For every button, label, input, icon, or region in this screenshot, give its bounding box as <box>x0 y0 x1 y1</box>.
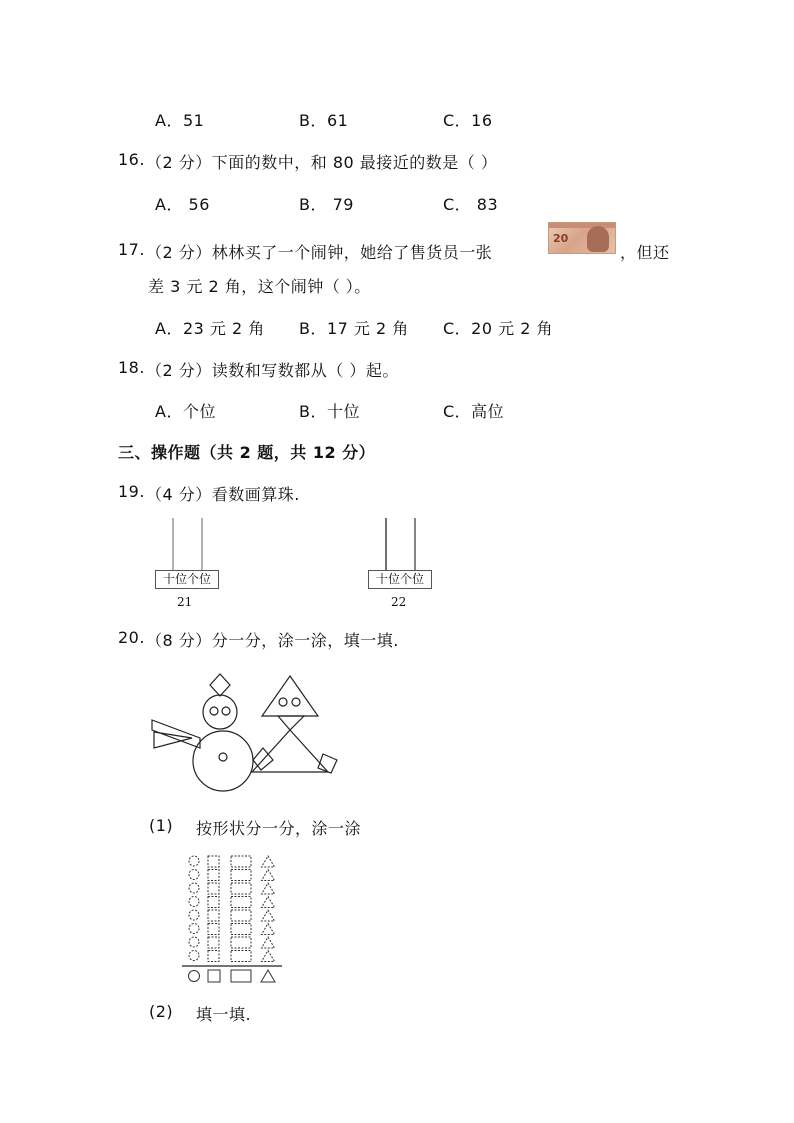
empty-circle-cell <box>189 951 199 961</box>
empty-triangle-cell <box>262 856 275 867</box>
banknote-strip <box>549 223 615 228</box>
q20-part2-text: 填一填. <box>196 1005 252 1024</box>
q17-option-b[interactable]: B．17 元 2 角 <box>299 319 409 338</box>
q18-option-b[interactable]: B．十位 <box>299 402 360 421</box>
abacus-1-number: 21 <box>177 595 193 609</box>
q20-number: 20. <box>118 628 145 647</box>
empty-square-cell <box>208 856 219 867</box>
q16-option-b[interactable]: B． 79 <box>299 195 354 214</box>
abacus-2-number: 22 <box>391 595 407 609</box>
q18-text: （2 分）读数和写数都从（ ）起。 <box>146 361 399 380</box>
q18-number: 18. <box>118 358 145 377</box>
empty-square-cell <box>208 937 219 948</box>
q19-number: 19. <box>118 482 145 501</box>
section-title: 三、操作题（共 2 题，共 12 分） <box>118 443 376 462</box>
abacus-1-icon <box>155 518 225 572</box>
q16-option-c[interactable]: C． 83 <box>443 195 499 214</box>
q19-text: （4 分）看数画算珠. <box>146 485 300 504</box>
q16-text: （2 分）下面的数中，和 80 最接近的数是（ ） <box>146 153 498 172</box>
q17-number: 17. <box>118 240 145 259</box>
q15-option-b[interactable]: B．61 <box>299 111 349 130</box>
empty-circle-cell <box>189 937 199 947</box>
q17-text-before: （2 分）林林买了一个闹钟，她给了售货员一张 <box>146 243 493 262</box>
q16-number: 16. <box>118 150 145 169</box>
empty-circle-cell <box>189 910 199 920</box>
empty-triangle-cell <box>262 897 275 908</box>
q17-option-c[interactable]: C．20 元 2 角 <box>443 319 553 338</box>
q15-option-a[interactable]: A．51 <box>155 111 205 130</box>
empty-triangle-cell <box>262 870 275 881</box>
abacus-2-label: 十位个位 <box>368 570 432 589</box>
empty-rectangle-cell <box>231 856 251 867</box>
empty-rectangle-cell <box>231 924 251 935</box>
q20-text: （8 分）分一分，涂一涂，填一填. <box>146 631 399 650</box>
empty-circle-cell <box>189 870 199 880</box>
q17-option-a[interactable]: A．23 元 2 角 <box>155 319 265 338</box>
empty-rectangle-cell <box>231 897 251 908</box>
empty-triangle-cell <box>262 883 275 894</box>
shape-count-chart-icon <box>180 852 290 987</box>
q17-line2: 差 3 元 2 角，这个闹钟（ ）。 <box>148 277 371 296</box>
q16-option-a[interactable]: A． 56 <box>155 195 210 214</box>
empty-triangle-cell <box>262 937 275 948</box>
abacus-2-icon <box>368 518 438 572</box>
empty-circle-cell <box>189 924 199 934</box>
empty-square-cell <box>208 897 219 908</box>
empty-square-cell <box>208 951 219 962</box>
empty-rectangle-cell <box>231 870 251 881</box>
empty-circle-cell <box>189 897 199 907</box>
empty-rectangle-cell <box>231 951 251 962</box>
empty-triangle-cell <box>262 924 275 935</box>
q20-part1-text: 按形状分一分，涂一涂 <box>196 819 362 838</box>
empty-triangle-cell <box>262 910 275 921</box>
empty-square-cell <box>208 924 219 935</box>
banknote-image <box>548 222 616 254</box>
abacus-1-label: 十位个位 <box>155 570 219 589</box>
empty-rectangle-cell <box>231 883 251 894</box>
empty-triangle-cell <box>262 951 275 962</box>
empty-square-cell <box>208 870 219 881</box>
portrait-icon <box>587 226 609 252</box>
q18-option-a[interactable]: A．个位 <box>155 402 216 421</box>
q15-option-c[interactable]: C．16 <box>443 111 493 130</box>
empty-rectangle-cell <box>231 937 251 948</box>
banknote-value: 20 <box>553 232 569 245</box>
q18-option-c[interactable]: C．高位 <box>443 402 505 421</box>
empty-circle-cell <box>189 883 199 893</box>
empty-square-cell <box>208 910 219 921</box>
q20-part2-label: (2) <box>149 1002 174 1021</box>
q20-part1-label: (1) <box>149 816 174 835</box>
empty-rectangle-cell <box>231 910 251 921</box>
shape-figure-icon <box>150 672 345 792</box>
empty-square-cell <box>208 883 219 894</box>
empty-circle-cell <box>189 856 199 866</box>
q17-text-after: ，但还 <box>620 243 670 262</box>
